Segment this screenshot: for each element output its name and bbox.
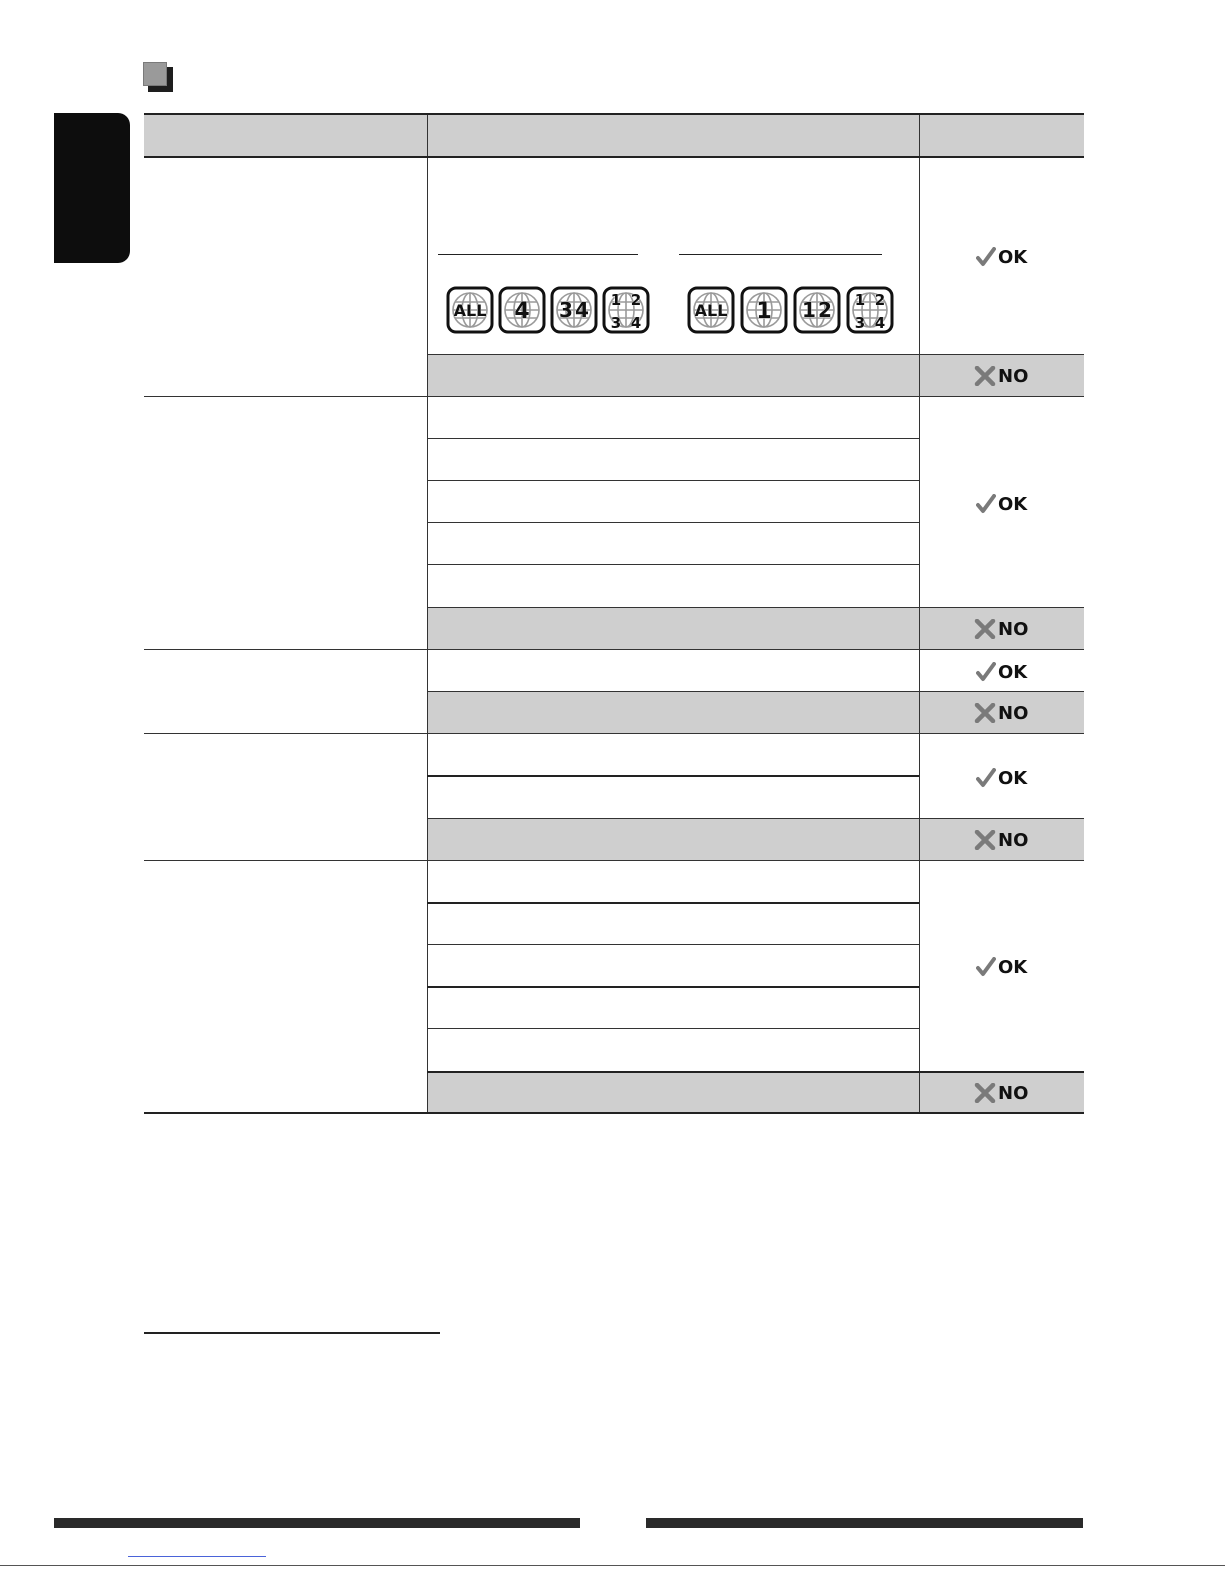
row-divider	[427, 775, 919, 777]
table-top-rule	[144, 113, 1084, 115]
ok-mark: OK	[976, 660, 1027, 684]
cross-icon	[974, 1083, 996, 1103]
check-icon	[976, 768, 996, 788]
row-divider	[427, 522, 919, 523]
cross-icon	[974, 830, 996, 850]
group-divider	[144, 733, 1084, 734]
svg-text:3: 3	[610, 314, 622, 332]
globe-region-icon	[740, 286, 788, 334]
header-rule	[144, 156, 1084, 158]
compatibility-table	[144, 113, 1084, 1116]
ok-mark: OK	[976, 245, 1027, 269]
check-icon	[976, 247, 996, 267]
cross-icon	[974, 619, 996, 639]
globe-region-icon	[846, 286, 894, 334]
footer-link-underline[interactable]	[128, 1556, 266, 1557]
column-divider	[919, 113, 920, 1114]
globe-region-icon	[793, 286, 841, 334]
svg-text:4: 4	[630, 314, 642, 332]
globe-region-icon	[498, 286, 546, 334]
row-divider	[427, 438, 919, 439]
row-divider	[427, 1028, 919, 1029]
footer-bar-right	[646, 1518, 1083, 1528]
globe-region-icon	[550, 286, 598, 334]
svg-text:1: 1	[756, 299, 772, 324]
group-divider	[144, 860, 1084, 861]
row-divider	[427, 691, 1084, 692]
svg-text:ALL: ALL	[694, 301, 728, 320]
no-mark: NO	[974, 364, 1028, 388]
column-divider	[427, 113, 428, 1114]
svg-text:1: 1	[802, 298, 816, 322]
ok-mark: OK	[976, 766, 1027, 790]
language-tab	[54, 113, 130, 263]
no-mark: NO	[974, 1081, 1028, 1105]
svg-text:ALL: ALL	[453, 301, 487, 320]
globe-region-icon	[446, 286, 494, 334]
row-divider	[427, 480, 919, 481]
section-square-icon	[143, 62, 173, 92]
page-bottom-rule	[0, 1565, 1225, 1566]
cross-icon	[974, 703, 996, 723]
globe-region-icon	[602, 286, 650, 334]
svg-text:4: 4	[575, 298, 589, 322]
svg-text:3: 3	[559, 298, 573, 322]
row-divider	[427, 1071, 1084, 1073]
footer-bar-left	[54, 1518, 580, 1528]
region-group-rule	[679, 254, 882, 255]
group-divider	[144, 396, 1084, 397]
svg-text:1: 1	[854, 291, 866, 309]
svg-text:1: 1	[610, 291, 622, 309]
ok-mark: OK	[976, 492, 1027, 516]
ok-mark: OK	[976, 955, 1027, 979]
svg-text:3: 3	[854, 314, 866, 332]
svg-text:2: 2	[630, 291, 642, 309]
row-divider	[427, 354, 1084, 355]
globe-region-icon	[687, 286, 735, 334]
row-divider	[427, 944, 919, 945]
table-bottom-rule	[144, 1112, 1084, 1114]
footnote-rule	[144, 1332, 440, 1334]
cross-icon	[974, 366, 996, 386]
no-mark: NO	[974, 617, 1028, 641]
region-group-rule	[438, 254, 638, 255]
row-divider	[427, 818, 1084, 819]
check-icon	[976, 957, 996, 977]
row-divider	[427, 564, 919, 565]
svg-text:2: 2	[818, 298, 832, 322]
row-divider	[427, 607, 1084, 608]
check-icon	[976, 494, 996, 514]
group-divider	[144, 649, 1084, 650]
svg-text:4: 4	[514, 299, 530, 324]
svg-text:2: 2	[874, 291, 886, 309]
row-divider	[427, 902, 919, 904]
check-icon	[976, 662, 996, 682]
svg-text:4: 4	[874, 314, 886, 332]
table-header	[144, 113, 1084, 157]
no-mark: NO	[974, 701, 1028, 725]
row-divider	[427, 986, 919, 988]
no-mark: NO	[974, 828, 1028, 852]
